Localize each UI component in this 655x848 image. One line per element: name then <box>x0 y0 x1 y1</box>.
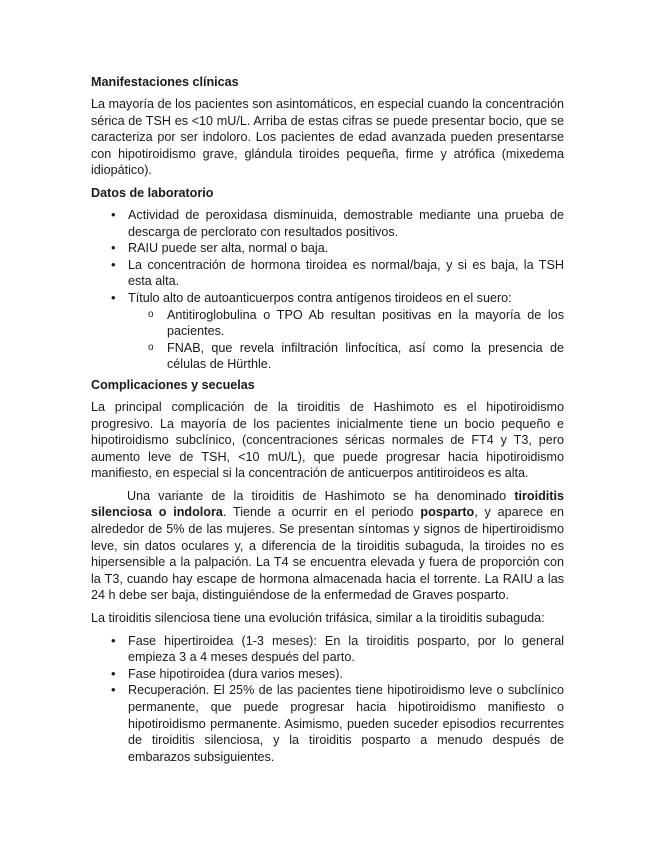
list-item: • RAIU puede ser alta, normal o baja. <box>91 240 564 257</box>
list-item: • La concentración de hormona tiroidea es normal/baja, y si es baja, la TSH esta alta. <box>91 257 564 290</box>
list-item: • Fase hipotiroidea (dura varios meses). <box>91 666 564 683</box>
laboratorio-list <box>91 207 564 373</box>
text-part: . Tiende a ocurrir en el periodo <box>222 505 421 520</box>
document-body <box>91 74 564 769</box>
heading-complicaciones: Complicaciones y secuelas <box>91 377 255 392</box>
list-item <box>91 290 564 373</box>
text-part: Una variante de la tiroiditis de Hashimoto se ha denominado <box>127 488 515 503</box>
text-part: , y aparece en alrededor de 5% de las mujeres. Se presentan síntomas y signos de hipertiroidismo leve, sin datos oculares y, a diferencia de la tiroiditis subaguda, la tiroides no es hipersensible a la palpación. La T4 se encuentra elevada y fuera de proporción con la T3, cuando hay escape de hormona almacenada hacia el torrente. La RAIU a las 24 h debe ser baja, distinguiéndose de la enfermedad de Graves posparto. <box>91 505 564 603</box>
list-item-text: Título alto de autoanticuerpos contra antígenos tiroideos en el suero: <box>128 290 512 305</box>
bold-term: posparto <box>420 505 475 520</box>
sublist-item: o FNAB, que revela infiltración linfocítica, así como la presencia de células de Hürthle. <box>128 340 564 373</box>
bold-term: tiroiditis silenciosa o indolora <box>91 488 564 520</box>
heading-laboratorio: Datos de laboratorio <box>91 185 214 200</box>
paragraph-complicaciones-3: La tiroiditis silenciosa tiene una evolución trifásica, similar a la tiroiditis subaguda: <box>91 611 545 626</box>
list-item: • Recuperación. El 25% de las pacientes tiene hipotiroidismo leve o subclínico permanente, que puede progresar hacia hipotiroidismo manifiesto o hipotiroidismo permanente. Asimismo, pueden suceder episodios recurrentes de tiroiditis silenciosa, y la tiroiditis posparto a menudo después de embarazos subsiguientes. <box>91 682 564 765</box>
autoanticuerpos-sublist <box>128 307 564 373</box>
list-item: • Fase hipertiroidea (1-3 meses): En la tiroiditis posparto, por lo general empieza 3 a 4 meses después del parto. <box>91 633 564 666</box>
list-item: • Actividad de peroxidasa disminuida, demostrable mediante una prueba de descarga de perclorato con resultados positivos. <box>91 207 564 240</box>
sublist-item: o Antitiroglobulina o TPO Ab resultan positivas en la mayoría de los pacientes. <box>128 307 564 340</box>
paragraph-complicaciones-1: La principal complicación de la tiroiditis de Hashimoto es el hipotiroidismo progresivo. La mayoría de los pacientes inicialmente tiene un bocio pequeño e hipotiroidismo subclínico, (concentraciones séricas normales de FT4 y T3, pero aumento leve de TSH, <10 mU/L), que puede progresar hacia hipotiroidismo manifiesto, en especial si la concentración de anticuerpos antitiroideos es alta. <box>91 399 564 481</box>
paragraph-manifestaciones: La mayoría de los pacientes son asintomáticos, en especial cuando la concentración sérica de TSH es <10 mU/L. Arriba de estas cifras se puede presentar bocio, que se caracteriza por ser indoloro. Los pacientes de edad avanzada pueden presentarse con hipotiroidismo grave, glándula tiroides pequeña, firme y atrófica (mixedema idiopático). <box>91 97 564 178</box>
heading-manifestaciones: Manifestaciones clínicas <box>91 75 239 89</box>
paragraph-complicaciones-2 <box>91 488 564 604</box>
phases-list <box>91 633 564 766</box>
